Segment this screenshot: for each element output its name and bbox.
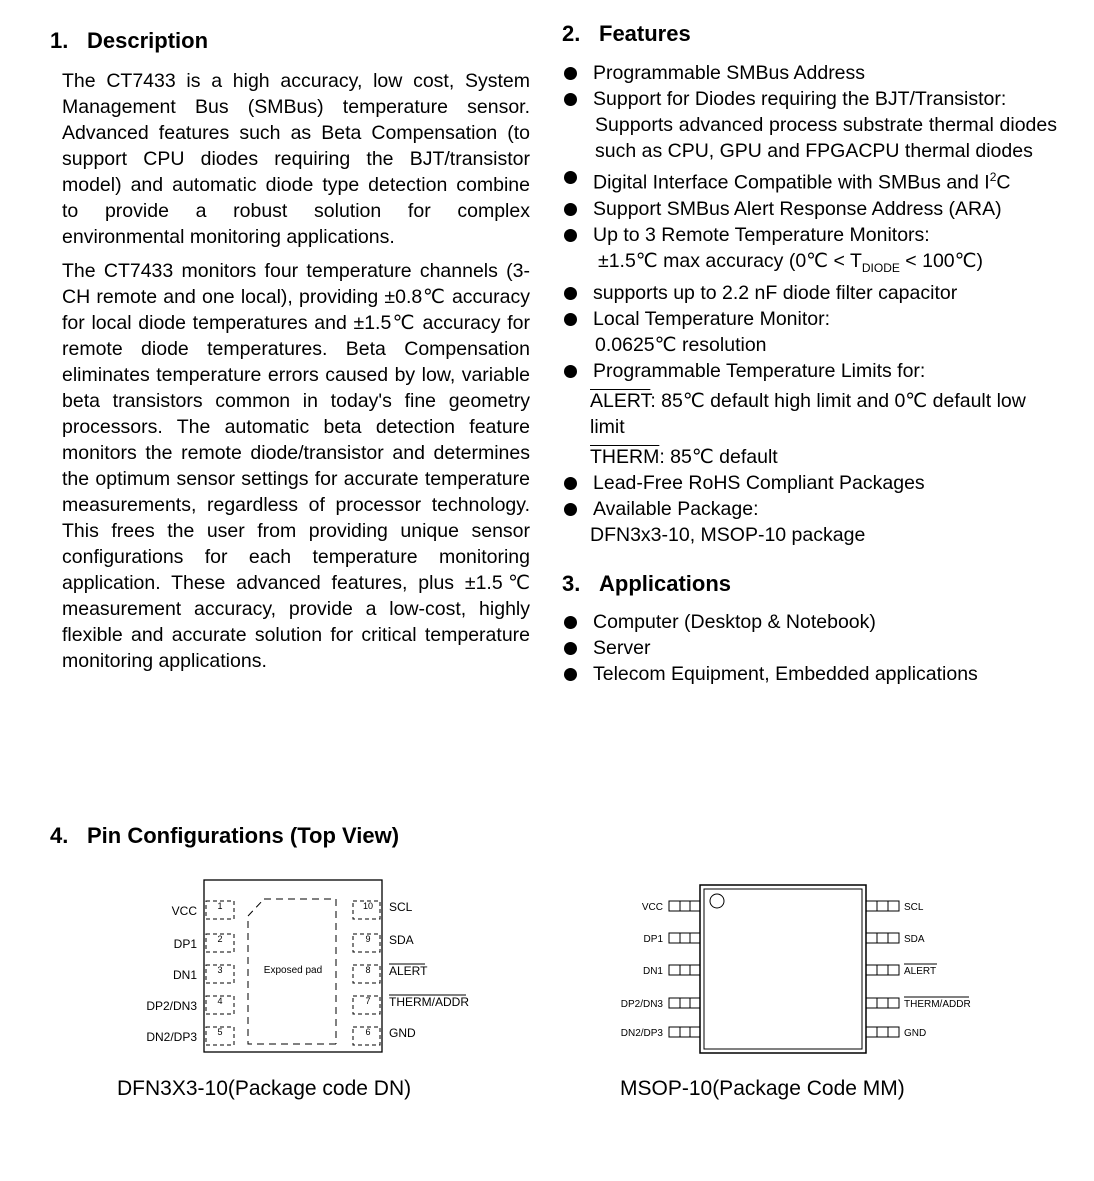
msop-right-lead xyxy=(866,998,899,1008)
dfn-pin-number: 10 xyxy=(362,901,374,911)
dfn-pin-label: DN1 xyxy=(172,968,197,982)
applications-number: 3. xyxy=(562,571,581,597)
application-item xyxy=(562,609,1057,635)
feature-text: Available Package: xyxy=(593,498,759,521)
pin-config-title: Pin Configurations (Top View) xyxy=(87,823,400,848)
feature-subtext: Supports advanced process substrate thermal diodes such as CPU, GPU and FPGACPU thermal diodes xyxy=(595,114,1057,162)
pin1-marker-icon xyxy=(710,894,724,908)
feature-text: Up to 3 Remote Temperature Monitors: xyxy=(593,223,930,246)
feature-item xyxy=(562,164,1057,196)
feature-text: Support for Diodes requiring the BJT/Transistor: xyxy=(593,88,1007,110)
feature-subscript: DIODE xyxy=(861,260,900,275)
features-list xyxy=(562,60,1057,548)
feature-text: Support SMBus Alert Response Address (ARA) xyxy=(593,197,1002,220)
msop-pin-label: SDA xyxy=(904,934,925,945)
feature-item xyxy=(562,470,1057,496)
feature-text: Digital Interface Compatible with SMBus and I xyxy=(593,171,990,194)
alert-signal-name: ALERT xyxy=(590,390,651,413)
feature-subtext: 0.0625℃ resolution xyxy=(595,334,767,357)
feature-item xyxy=(562,358,1057,470)
msop-pin-label: THERM/ADDR xyxy=(904,999,971,1010)
msop-pin-label: DP2/DN3 xyxy=(620,999,663,1010)
description-title: Description xyxy=(87,28,209,53)
application-item xyxy=(562,661,1057,687)
dfn-pin-label: THERM/ADDR xyxy=(389,995,469,1009)
msop-pin-label: DN1 xyxy=(642,966,663,977)
pin-config-heading xyxy=(50,822,399,850)
dfn-pin-label: DN2/DP3 xyxy=(146,1030,197,1044)
feature-subtext-part: ±1.5℃ max accuracy (0℃ < T xyxy=(598,249,862,272)
feature-text: Local Temperature Monitor: xyxy=(593,308,831,331)
msop-right-lead xyxy=(866,933,899,943)
description-number: 1. xyxy=(50,28,69,53)
dfn-package-diagram xyxy=(120,870,500,1060)
feature-text: supports up to 2.2 nF diode filter capacitor xyxy=(593,282,958,305)
feature-item xyxy=(562,196,1057,222)
dfn-pin-label: SDA xyxy=(389,933,414,947)
feature-text: C xyxy=(996,171,1011,194)
dfn-pin-label: GND xyxy=(389,1026,416,1040)
feature-item xyxy=(562,280,1057,306)
feature-item xyxy=(562,306,1057,358)
msop-left-lead xyxy=(669,965,700,975)
therm-limit-desc: : 85℃ default xyxy=(659,446,778,469)
dfn-pin-number: 7 xyxy=(365,996,371,1006)
dfn-pin-number: 5 xyxy=(217,1027,223,1037)
dfn-pin-number: 8 xyxy=(365,965,371,975)
application-text: Telecom Equipment, Embedded applications xyxy=(593,663,978,686)
dfn-pin-number: 2 xyxy=(217,934,223,944)
application-text: Computer (Desktop & Notebook) xyxy=(593,611,876,634)
dfn-pin-label: SCL xyxy=(389,900,413,914)
feature-item xyxy=(562,60,1057,86)
features-section xyxy=(562,20,1057,687)
msop-caption: MSOP-10(Package Code MM) xyxy=(620,1077,905,1100)
msop-pin-label: DP1 xyxy=(643,934,663,945)
dfn-pin-number: 9 xyxy=(365,934,371,944)
msop-pin-label: DN2/DP3 xyxy=(620,1028,663,1039)
feature-text: Programmable Temperature Limits for: xyxy=(593,360,926,383)
feature-superscript: 2 xyxy=(989,170,997,184)
dfn-pin-number: 3 xyxy=(217,965,223,975)
dfn-pin-number: 1 xyxy=(217,901,223,911)
therm-limit-text xyxy=(590,444,1057,470)
exposed-pad-label: Exposed pad xyxy=(263,965,323,976)
msop-package-inner xyxy=(704,889,862,1049)
features-title: Features xyxy=(599,21,691,46)
msop-left-lead xyxy=(669,998,700,1008)
description-heading xyxy=(50,27,530,55)
msop-left-lead xyxy=(669,901,700,911)
msop-pin-label: ALERT xyxy=(904,966,937,977)
applications-heading xyxy=(562,570,1057,598)
feature-text: Lead-Free RoHS Compliant Packages xyxy=(593,472,925,495)
dfn-pin-number: 6 xyxy=(365,1027,371,1037)
dfn-pin-label: ALERT xyxy=(389,964,428,978)
feature-item xyxy=(562,222,1057,281)
dfn-caption: DFN3X3-10(Package code DN) xyxy=(117,1077,412,1100)
msop-pin-label: SCL xyxy=(904,902,924,913)
dfn-pin-label: VCC xyxy=(171,904,197,918)
description-paragraph-1: The CT7433 is a high accuracy, low cost, System Management Bus (SMBus) temperature sensor. Advanced features such as Beta Compensation (to support CPU diodes requiring the BJT/transistor model) and automatic diode type detection combine to provide a robust solution for complex environmental monitoring applications. xyxy=(62,70,530,248)
therm-signal-name: THERM xyxy=(590,446,660,469)
msop-package-body xyxy=(700,885,866,1053)
description-paragraph-2: The CT7433 monitors four temperature channels (3-CH remote and one local), providing ±0.8℃ accuracy for local diode temperatures and ±1.5℃ accuracy for remote diode temperatures. Beta Compensation eliminates temperature errors caused by low, variable beta transistors common in today's fine geometry processors. The automatic beta detection feature monitors the remote diode/transistor and determines the optimum sensor settings for accurate temperature measurements, regardless of processor technology. This frees the user from providing unique sensor configurations for each temperature monitoring application. These advanced features, plus ±1.5℃ measurement accuracy, provide a low-cost, highly flexible and accurate solution for critical temperature monitoring applications. xyxy=(62,260,530,672)
msop-package-diagram xyxy=(600,870,1000,1060)
applications-title: Applications xyxy=(599,571,732,597)
applications-list xyxy=(562,609,1057,687)
dfn-pin-number: 4 xyxy=(217,996,223,1006)
msop-pin-label: GND xyxy=(904,1028,927,1039)
msop-right-lead xyxy=(866,965,899,975)
pin-config-number: 4. xyxy=(50,823,69,848)
dfn-pin-label: DP2/DN3 xyxy=(146,999,197,1013)
feature-subtext: DFN3x3-10, MSOP-10 package xyxy=(590,524,866,547)
msop-right-lead xyxy=(866,1027,899,1037)
msop-left-lead xyxy=(669,933,700,943)
feature-text: Programmable SMBus Address xyxy=(593,62,866,84)
application-item xyxy=(562,635,1057,661)
msop-pin-label: VCC xyxy=(641,902,663,913)
alert-limit-text xyxy=(590,388,1057,440)
msop-left-lead xyxy=(669,1027,700,1037)
msop-right-lead xyxy=(866,901,899,911)
alert-limit-desc: : 85℃ default high limit and 0℃ default low limit xyxy=(590,390,1026,439)
dfn-pin-label: DP1 xyxy=(173,937,197,951)
features-number: 2. xyxy=(562,21,581,46)
feature-subtext-part: < 100℃) xyxy=(899,249,984,272)
feature-subtext xyxy=(593,248,1057,281)
msop-pins xyxy=(621,901,971,1039)
application-text: Server xyxy=(593,637,651,660)
description-section xyxy=(50,27,530,674)
feature-item xyxy=(562,496,1057,548)
features-heading xyxy=(562,20,1057,48)
feature-item xyxy=(562,86,1057,164)
